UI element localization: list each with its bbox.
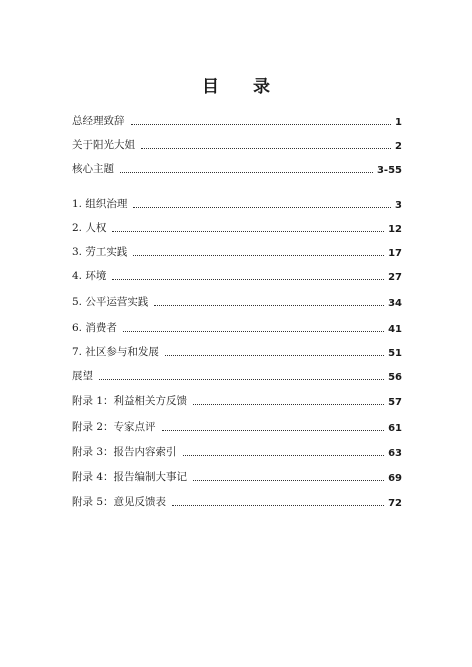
toc-entry-page: 2 <box>395 141 402 152</box>
toc-entry-page: 51 <box>388 348 402 359</box>
toc-entry-label: 展望 <box>72 370 93 382</box>
dot-leader <box>133 206 391 208</box>
toc-entry[interactable] <box>72 134 402 152</box>
toc-entry[interactable] <box>72 416 402 434</box>
toc-entry-page: 3 <box>395 200 402 211</box>
dot-leader <box>123 330 384 332</box>
toc-entry-label: 附录 4：报告编制大事记 <box>72 471 188 483</box>
toc-entry[interactable] <box>72 365 402 383</box>
dot-leader <box>172 504 384 506</box>
toc-entry-label: 附录 3：报告内容索引 <box>72 446 177 458</box>
toc-entry-page: 63 <box>388 448 402 459</box>
dot-leader <box>165 354 384 356</box>
dot-leader <box>131 123 392 125</box>
toc-entry-label: 5. 公平运营实践 <box>72 296 149 308</box>
toc-entry-label: 3. 劳工实践 <box>72 246 128 258</box>
toc-entry[interactable] <box>72 491 402 509</box>
toc-entry-label: 2. 人权 <box>72 222 107 234</box>
toc-entry-page: 69 <box>388 473 402 484</box>
toc-entry[interactable] <box>72 158 402 176</box>
toc-entry-page: 1 <box>395 117 402 128</box>
toc-entry-label: 附录 2：专家点评 <box>72 421 156 433</box>
toc-entry[interactable] <box>72 341 402 359</box>
dot-leader <box>112 278 384 280</box>
toc-entry-page: 56 <box>388 372 402 383</box>
toc-entry[interactable] <box>72 466 402 484</box>
dot-leader <box>193 403 384 405</box>
toc-entry-label: 6. 消费者 <box>72 322 117 334</box>
toc-entry-page: 3-55 <box>376 165 402 176</box>
toc-entry-label: 1. 组织治理 <box>72 198 128 210</box>
toc-entry-label: 关于阳光大姐 <box>72 139 135 151</box>
toc-entry-page: 12 <box>388 224 402 235</box>
toc-entry[interactable] <box>72 193 402 211</box>
toc-entry[interactable] <box>72 265 402 283</box>
toc-entry-label: 附录 1：利益相关方反馈 <box>72 395 188 407</box>
toc-entry[interactable] <box>72 390 402 408</box>
toc-entry[interactable] <box>72 317 402 335</box>
toc-entry[interactable] <box>72 291 402 309</box>
dot-leader <box>193 479 384 481</box>
toc-entry-page: 72 <box>388 498 402 509</box>
toc-entry-page: 41 <box>388 324 402 335</box>
toc-entry-page: 17 <box>388 248 402 259</box>
dot-leader <box>141 147 391 149</box>
toc-entry-label: 7. 社区参与和发展 <box>72 346 159 358</box>
dot-leader <box>99 378 384 380</box>
toc-entry[interactable] <box>72 241 402 259</box>
dot-leader <box>154 304 384 306</box>
dot-leader <box>162 429 385 431</box>
dot-leader <box>112 230 384 232</box>
page-title: 目 录 <box>202 77 284 97</box>
toc-entry[interactable] <box>72 217 402 235</box>
toc-entry-label: 附录 5：意见反馈表 <box>72 496 167 508</box>
toc-entry-page: 61 <box>388 423 402 434</box>
dot-leader <box>120 171 373 173</box>
toc-entry-label: 核心主题 <box>72 163 114 175</box>
toc-entry-page: 34 <box>388 298 402 309</box>
toc-entry-label: 4. 环境 <box>72 270 107 282</box>
toc-entry-page: 57 <box>388 397 402 408</box>
dot-leader <box>133 254 384 256</box>
toc-entry[interactable] <box>72 441 402 459</box>
toc-entry-label: 总经理致辞 <box>72 115 125 127</box>
toc-entry-page: 27 <box>388 272 402 283</box>
toc-entry[interactable] <box>72 110 402 128</box>
dot-leader <box>183 454 385 456</box>
